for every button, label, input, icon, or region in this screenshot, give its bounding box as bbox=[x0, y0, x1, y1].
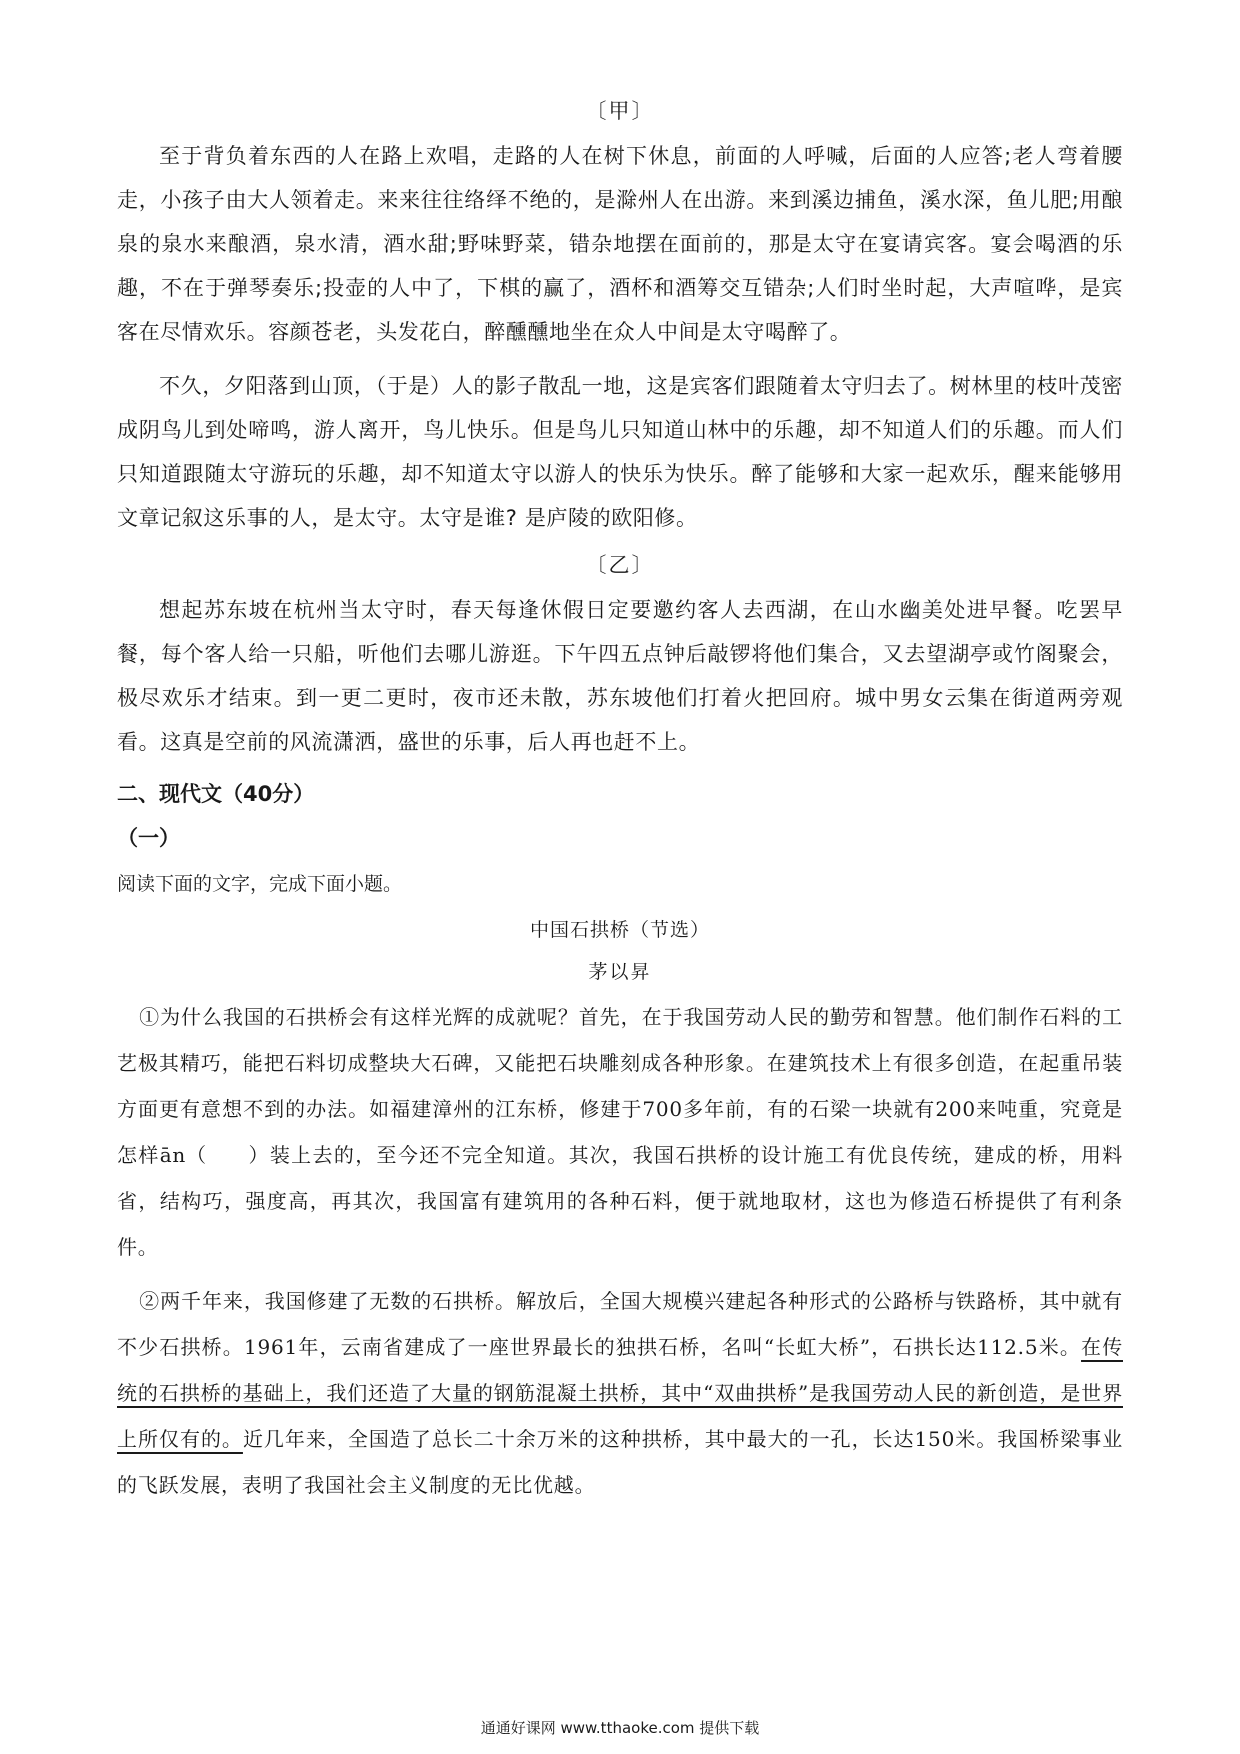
pinyin-hint: ān bbox=[159, 1143, 187, 1167]
document-content bbox=[117, 96, 1123, 1516]
passage-yi-marker: 〔乙〕 bbox=[585, 553, 655, 577]
paragraph-2-text-before-underline: 两千年来，我国修建了无数的石拱桥。解放后，全国大规模兴建起各种形式的公路桥与铁路桥，其中就有不少石拱桥。1961年，云南省建成了一座世界最长的独拱石桥，名叫“长虹大桥”，石拱长达112.5米。 bbox=[117, 1289, 1123, 1359]
paragraph-1-text-before-blank: 为什么我国的石拱桥会有这样光辉的成就呢？首先，在于我国劳动人民的勤劳和智慧。他们制作石料的工艺极其精巧，能把石料切成整块大石碑，又能把石块雕刻成各种形象。在建筑技术上有很多创造，在起重吊装方面更有意想不到的办法。如福建漳州的江东桥，修建于700多年前，有的石梁一块就有200来吨重，究竟是怎样 bbox=[117, 1005, 1123, 1167]
reading-instruction: 阅读下面的文字，完成下面小题。 bbox=[117, 873, 403, 895]
paragraph-2-text-after-underline: 近几年来，全国造了总长二十余万米的这种拱桥，其中最大的一孔，长达150米。我国桥梁事业的飞跃发展，表明了我国社会主义制度的无比优越。 bbox=[117, 1427, 1123, 1497]
passage-jia-marker: 〔甲〕 bbox=[585, 99, 655, 123]
article-paragraph-1 bbox=[117, 994, 1123, 1270]
paragraph-number-1: ① bbox=[139, 1005, 161, 1029]
fill-in-blank: （ ） bbox=[186, 1143, 270, 1167]
paragraph-1-text-after-blank: 装上去的，至今还不完全知道。其次，我国石拱桥的设计施工有优良传统，建成的桥，用料省，结构巧，强度高，再其次，我国富有建筑用的各种石料，便于就地取材，这也为修造石桥提供了有利条件。 bbox=[117, 1143, 1123, 1259]
section-heading: 二、现代文（40分） bbox=[117, 782, 315, 806]
article-author: 茅以昇 bbox=[588, 961, 652, 983]
passage-jia-paragraph-2: 不久，夕阳落到山顶，（于是）人的影子散乱一地，这是宾客们跟随着太守归去了。树林里的枝叶茂密成阴鸟儿到处啼鸣，游人离开，鸟儿快乐。但是鸟儿只知道山林中的乐趣，却不知道人们的乐趣。而人们只知道跟随太守游玩的乐趣，却不知道太守以游人的快乐为快乐。醉了能够和大家一起欢乐，醒来能够用文章记叙这乐事的人，是太守。太守是谁? 是庐陵的欧阳修。 bbox=[117, 374, 1123, 530]
passage-yi-paragraph-1: 想起苏东坡在杭州当太守时，春天每逢休假日定要邀约客人去西湖，在山水幽美处进早餐。吃罢早餐，每个客人给一只船，听他们去哪儿游逛。下午四五点钟后敲锣将他们集合，又去望湖亭或竹阁聚会，极尽欢乐才结束。到一更二更时，夜市还未散，苏东坡他们打着火把回府。城中男女云集在街道两旁观看。这真是空前的风流潇洒，盛世的乐事，后人再也赶不上。 bbox=[117, 598, 1123, 754]
passage-jia-paragraph-1: 至于背负着东西的人在路上欢唱，走路的人在树下休息，前面的人呼喊，后面的人应答;老人弯着腰走，小孩子由大人领着走。来来往往络绎不绝的，是滁州人在出游。来到溪边捕鱼，溪水深，鱼儿肥;用酿泉的泉水来酿酒，泉水清，酒水甜;野味野菜，错杂地摆在面前的，那是太守在宴请宾客。宴会喝酒的乐趣，不在于弹琴奏乐;投壶的人中了，下棋的赢了，酒杯和酒筹交互错杂;人们时坐时起，大声喧哗，是宾客在尽情欢乐。容颜苍老，头发花白，醉醺醺地坐在众人中间是太守喝醉了。 bbox=[117, 144, 1123, 344]
section-subheading: （一） bbox=[117, 826, 180, 850]
underlined-sentence: 在传统的石拱桥的基础上，我们还造了大量的钢筋混凝土拱桥，其中“双曲拱桥”是我国劳动人民的新创造，是世界上所仅有的。 bbox=[117, 1335, 1123, 1451]
paragraph-number-2: ② bbox=[139, 1289, 161, 1313]
article-paragraph-2 bbox=[117, 1278, 1123, 1508]
download-footer: 通通好课网 www.tthaoke.com 提供下载 bbox=[480, 1719, 760, 1737]
article-title: 中国石拱桥（节选） bbox=[529, 919, 710, 941]
